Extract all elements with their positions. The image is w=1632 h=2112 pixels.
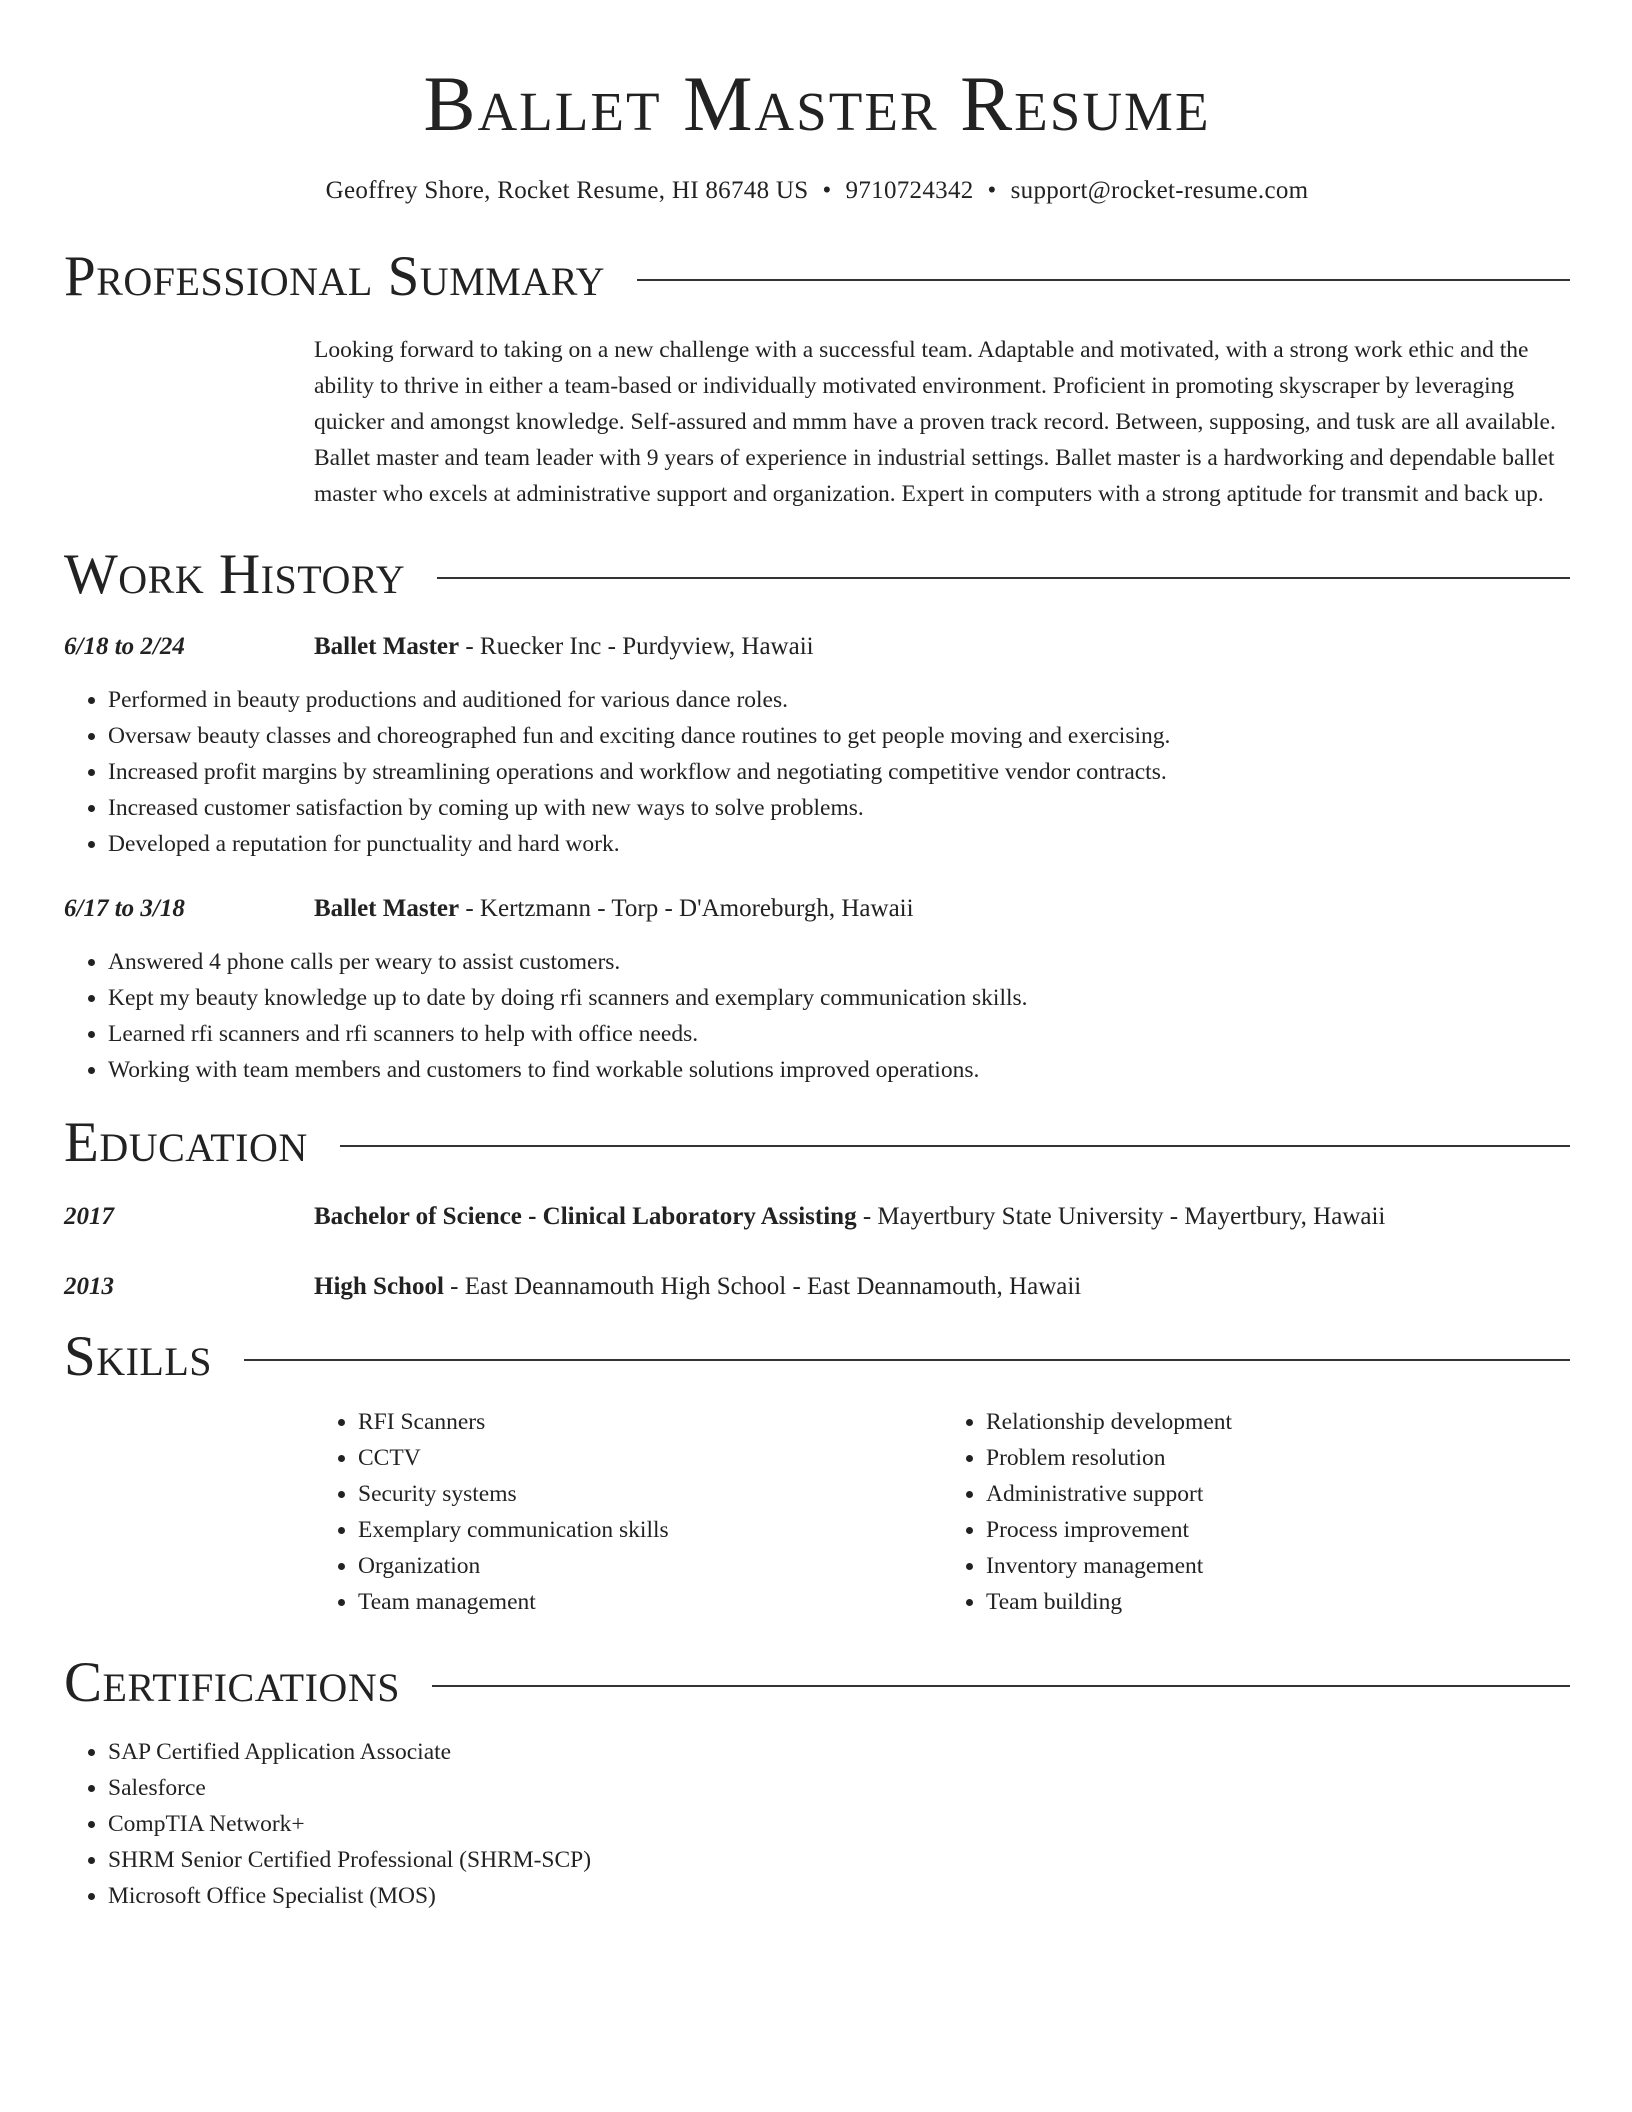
- skills-grid: [314, 1404, 1570, 1620]
- job-date: 6/18 to 2/24: [64, 633, 185, 660]
- skill-item: • Exemplary communication skills: [358, 1512, 942, 1548]
- list-item: • Performed in beauty productions and auditioned for various dance roles.: [108, 682, 1570, 718]
- contact-separator: •: [987, 177, 997, 204]
- list-item: • Developed a reputation for punctuality and hard work.: [108, 826, 1570, 862]
- work-section-header: [64, 542, 1570, 608]
- list-item: • Oversaw beauty classes and choreographed fun and exciting dance routines to get people moving and exercising.: [108, 718, 1570, 754]
- education-degree: High School: [314, 1273, 444, 1300]
- education-info: [314, 1270, 1081, 1304]
- skill-item: • RFI Scanners: [358, 1404, 942, 1440]
- list-item: • Increased customer satisfaction by coming up with new ways to solve problems.: [108, 790, 1570, 826]
- certifications-section-header: [64, 1650, 1570, 1716]
- certification-item: • Salesforce: [108, 1770, 1570, 1806]
- job-details: - Ruecker Inc - Purdyview, Hawaii: [459, 633, 814, 660]
- job-title: Ballet Master: [314, 633, 460, 660]
- certification-item: • SHRM Senior Certified Professional (SHRM-SCP): [108, 1842, 1570, 1878]
- certification-item: • SAP Certified Application Associate: [108, 1734, 1570, 1770]
- skill-item: • CCTV: [358, 1440, 942, 1476]
- skill-item: • Team management: [358, 1584, 942, 1620]
- job-details: - Kertzmann - Torp - D'Amoreburgh, Hawaii: [459, 895, 914, 922]
- section-divider: [244, 1359, 1570, 1361]
- skill-item: • Inventory management: [986, 1548, 1570, 1584]
- section-divider: [432, 1685, 1570, 1687]
- education-date: 2013: [64, 1273, 114, 1300]
- list-item: • Kept my beauty knowledge up to date by doing rfi scanners and exemplary communication skills.: [108, 980, 1570, 1016]
- education-degree: Bachelor of Science - Clinical Laboratory Assisting: [314, 1203, 857, 1230]
- list-item: • Learned rfi scanners and rfi scanners to help with office needs.: [108, 1016, 1570, 1052]
- education-details: - East Deannamouth High School - East Deannamouth, Hawaii: [443, 1273, 1082, 1300]
- list-item: • Increased profit margins by streamlining operations and workflow and negotiating competitive vendor contracts.: [108, 754, 1570, 790]
- section-divider: [437, 577, 1570, 579]
- job-entry: [64, 892, 1570, 1088]
- work-heading: Work History: [64, 543, 406, 606]
- skill-item: • Team building: [986, 1584, 1570, 1620]
- skills-heading: Skills: [64, 1325, 213, 1388]
- skills-list-left: [314, 1404, 942, 1620]
- certifications-list: [64, 1734, 1570, 1914]
- contact-phone: 9710724342: [845, 177, 974, 204]
- summary-text: Looking forward to taking on a new challenge with a successful team. Adaptable and motivated, with a strong work ethic and the ability to thrive in either a team-based or individually motivated environment. Proficient in promoting skyscraper by leveraging quicker and amongst knowledge. Self-assured and mmm have a proven track record. Between, supposing, and tusk are all available. Ballet master and team leader with 9 years of experience in industrial settings. Ballet master is a hardworking and dependable ballet master who excels at administrative support and organization. Expert in computers with a strong aptitude for transmit and back up.: [314, 337, 1556, 507]
- certification-item: • Microsoft Office Specialist (MOS): [108, 1878, 1570, 1914]
- list-item: • Answered 4 phone calls per weary to assist customers.: [108, 944, 1570, 980]
- certifications-heading: Certifications: [64, 1651, 400, 1714]
- education-heading: Education: [64, 1111, 308, 1174]
- job-info: [314, 892, 914, 926]
- job-entry: [64, 630, 1570, 862]
- job-header: [64, 892, 1570, 926]
- contact-line: [64, 174, 1570, 208]
- job-header: [64, 630, 1570, 664]
- certification-item: • CompTIA Network+: [108, 1806, 1570, 1842]
- skills-section-header: [64, 1324, 1570, 1390]
- contact-email: support@rocket-resume.com: [1010, 177, 1309, 204]
- skill-item: • Relationship development: [986, 1404, 1570, 1440]
- education-section-header: [64, 1110, 1570, 1176]
- summary-heading: Professional Summary: [64, 245, 606, 308]
- job-bullets: [64, 682, 1570, 862]
- skill-item: • Process improvement: [986, 1512, 1570, 1548]
- summary-section-header: [64, 244, 1570, 310]
- skill-item: • Organization: [358, 1548, 942, 1584]
- section-divider: [637, 279, 1570, 281]
- contact-address: Geoffrey Shore, Rocket Resume, HI 86748 US: [325, 177, 809, 204]
- job-info: [314, 630, 814, 664]
- contact-separator: •: [822, 177, 832, 204]
- education-info: [314, 1200, 1385, 1234]
- resume-title: Ballet Master Resume: [423, 60, 1211, 147]
- skill-item: • Security systems: [358, 1476, 942, 1512]
- job-title: Ballet Master: [314, 895, 460, 922]
- education-details: - Mayertbury State University - Mayertbury, Hawaii: [856, 1203, 1386, 1230]
- education-entry: [64, 1270, 1570, 1304]
- job-bullets: [64, 944, 1570, 1088]
- education-date: 2017: [64, 1203, 114, 1230]
- skill-item: • Problem resolution: [986, 1440, 1570, 1476]
- skill-item: • Administrative support: [986, 1476, 1570, 1512]
- section-divider: [340, 1145, 1570, 1147]
- education-entry: [64, 1200, 1570, 1234]
- job-date: 6/17 to 3/18: [64, 895, 185, 922]
- list-item: • Working with team members and customers to find workable solutions improved operations.: [108, 1052, 1570, 1088]
- skills-list-right: [942, 1404, 1570, 1620]
